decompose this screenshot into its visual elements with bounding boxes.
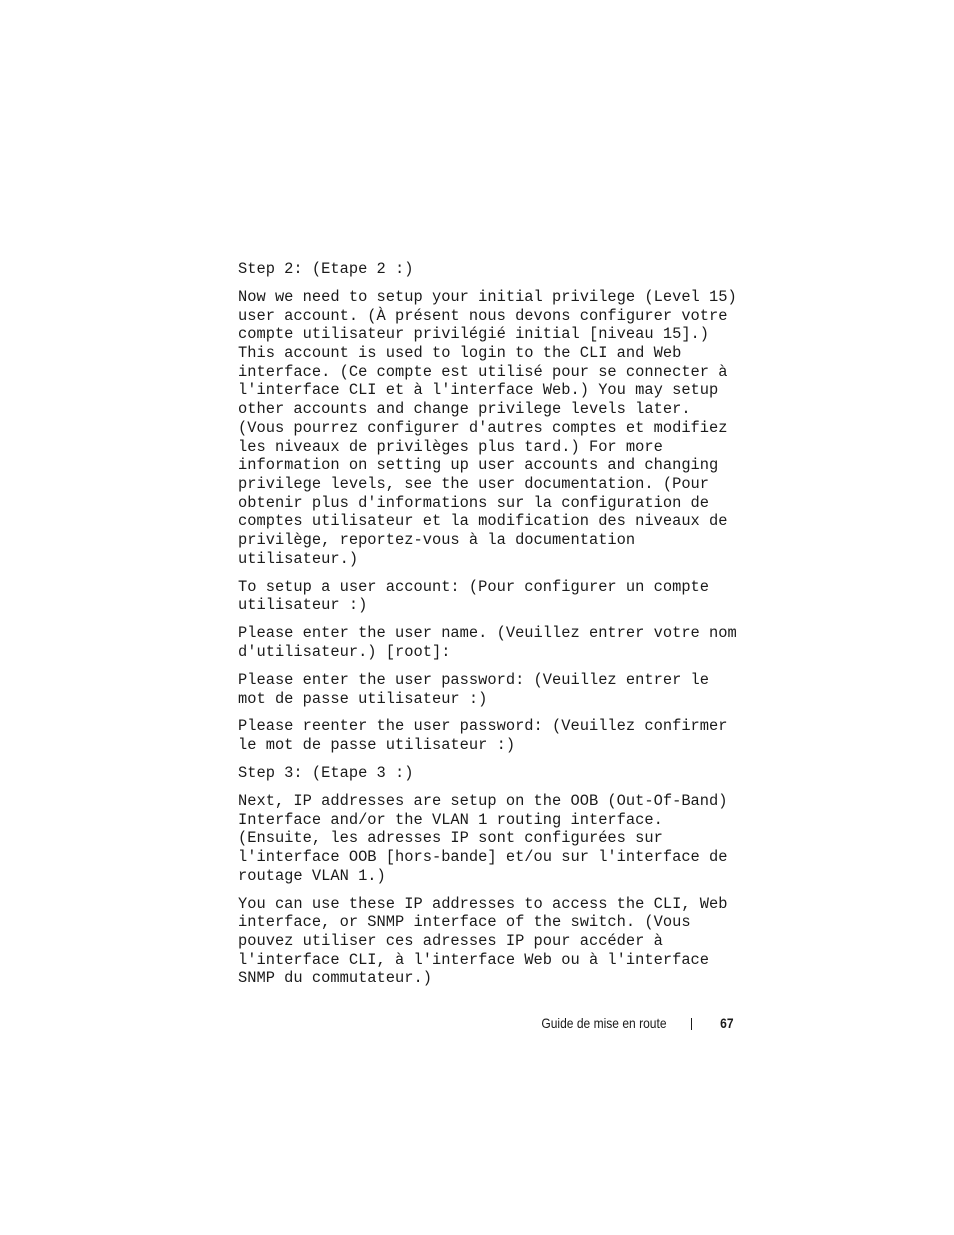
step-2-heading: Step 2: (Etape 2 :) (238, 260, 414, 278)
step-3-heading: Step 3: (Etape 3 :) (238, 764, 414, 782)
footer-divider (691, 1018, 692, 1030)
page-footer (0, 1015, 954, 1035)
footer-guide-title: Guide de mise en route (541, 1015, 667, 1031)
user-name-prompt: Please enter the user name. (Veuillez entrer votre nom d'utilisateur.) [root]: (238, 624, 737, 661)
ip-address-setup-paragraph: Next, IP addresses are setup on the OOB (Out-Of-Band) Interface and/or the VLAN 1 routing interface. (Ensuite, les adresses IP sont configurées sur l'interface OOB [hors-bande] et/ou sur l'interface de routage VLAN 1.) (238, 791, 728, 885)
ip-address-usage-paragraph: You can use these IP addresses to access the CLI, Web interface, or SNMP interface of the switch. (Vous pouvez utiliser ces adresses IP pour accéder à l'interface CLI, à l'interface Web ou à l'interface SNMP du commutateur.) (238, 894, 728, 988)
privilege-account-paragraph: Now we need to setup your initial privilege (Level 15) user account. (À présent nous devons configurer votre compte utilisateur privilégié initial [niveau 15].) This account is used to login to the CLI and Web interface. (Ce compte est utilisé pour se connecter à l'interface CLI et à l'interface Web.) You may setup other accounts and change privilege levels later. (Vous pourrez configurer d'autres comptes et modifiez les niveaux de privilèges plus tard.) For more information on setting up user accounts and changing privilege levels, see the user documentation. (Pour obtenir plus d'informations sur la configuration de comptes utilisateur et la modification des niveaux de privilège, reportez-vous à la documentation utilisateur.) (238, 287, 737, 568)
user-password-prompt: Please enter the user password: (Veuillez entrer le mot de passe utilisateur :) (238, 670, 710, 708)
reenter-password-prompt: Please reenter the user password: (Veuillez confirmer le mot de passe utilisateur :) (238, 717, 728, 755)
setup-user-account-prompt: To setup a user account: (Pour configurer un compte utilisateur :) (238, 577, 710, 615)
cli-transcript (238, 260, 738, 997)
page-number: 67 (720, 1015, 734, 1031)
